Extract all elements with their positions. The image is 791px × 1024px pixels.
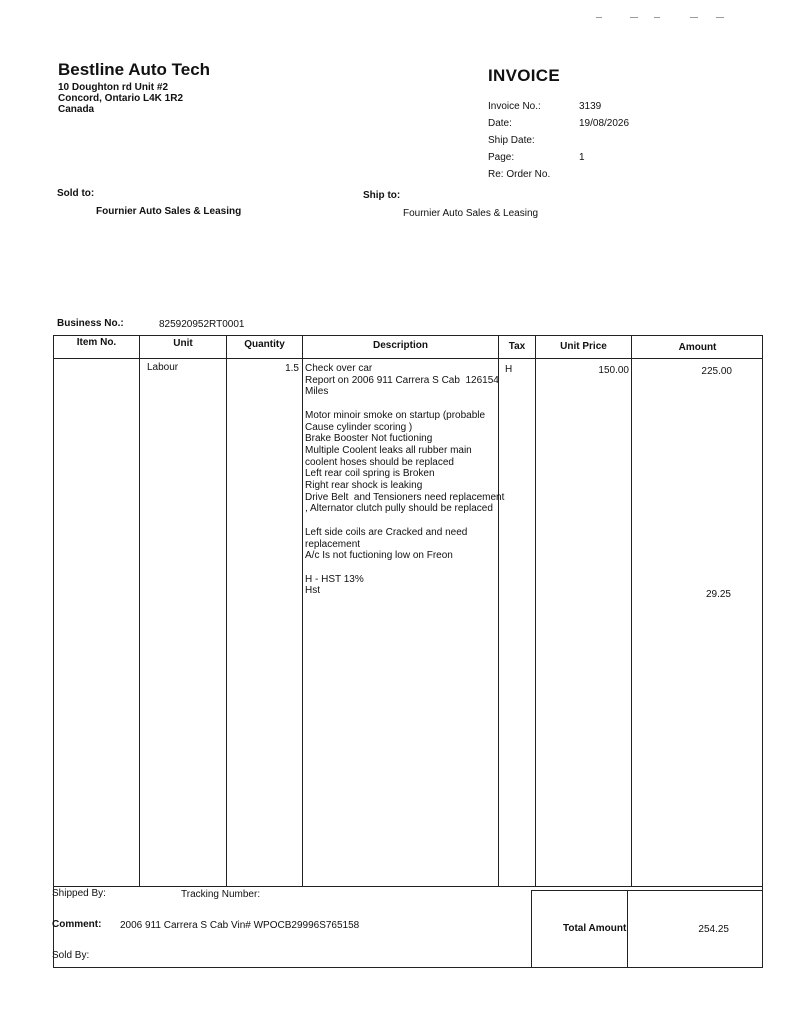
column-divider: [631, 335, 632, 886]
shipped-by-label: Shipped By:: [52, 888, 106, 899]
description-line: Right rear shock is leaking: [305, 480, 423, 492]
description-line: Miles: [305, 386, 329, 398]
comment-text: 2006 911 Carrera S Cab Vin# WPOCB29996S765158: [120, 920, 360, 931]
business-number-value: 825920952RT0001: [159, 319, 245, 330]
ship-date-label: Ship Date:: [488, 135, 535, 146]
header-quantity: Quantity: [244, 339, 285, 350]
description-line: coolent hoses should be replaced: [305, 456, 454, 468]
sold-to-label: Sold to:: [57, 188, 95, 199]
hst-amount: 29.25: [705, 589, 731, 600]
company-address-line: Concord, Ontario L4K 1R2: [58, 93, 184, 104]
header-item-no: Item No.: [76, 337, 117, 348]
sold-to-name: Fournier Auto Sales & Leasing: [96, 206, 242, 217]
business-number-label: Business No.:: [57, 318, 124, 329]
description-line: Left side coils are Cracked and need: [305, 526, 468, 538]
company-name: Bestline Auto Tech: [58, 60, 211, 79]
row-tax: H: [505, 364, 513, 375]
company-address-line: Canada: [58, 104, 95, 115]
comment-label: Comment:: [52, 919, 102, 930]
description-line: Hst: [305, 585, 320, 597]
table-header-divider: [53, 358, 763, 359]
row-amount: 225.00: [701, 366, 732, 377]
row-unit: Labour: [147, 362, 179, 373]
total-box-divider-vertical: [531, 890, 532, 968]
row-quantity: 1.5: [285, 363, 299, 374]
description-line: Motor minoir smoke on startup (probable: [305, 409, 486, 421]
description-line: A/c Is not fuctioning low on Freon: [305, 550, 453, 562]
description-line: replacement: [305, 538, 361, 550]
ship-to-name: Fournier Auto Sales & Leasing: [403, 208, 539, 219]
description-spacer: [305, 398, 499, 410]
description-line: Drive Belt and Tensioners need replacement: [305, 491, 505, 503]
date-value: 19/08/2026: [579, 118, 630, 129]
table-body-divider: [53, 886, 763, 887]
header-tax: Tax: [508, 341, 526, 352]
description-line: Check over car: [305, 363, 373, 374]
scan-mark: [716, 17, 724, 18]
scan-mark: [596, 17, 602, 18]
order-number-label: Re: Order No.: [488, 169, 551, 180]
column-divider: [226, 335, 227, 886]
total-amount-label: Total Amount: [563, 923, 627, 934]
description-line: Multiple Coolent leaks all rubber main: [305, 444, 472, 456]
sold-by-label: Sold By:: [52, 950, 90, 961]
header-unit: Unit: [173, 338, 193, 349]
page-label: Page:: [488, 152, 515, 163]
header-description: Description: [372, 340, 428, 351]
company-address-line: 10 Doughton rd Unit #2: [58, 82, 168, 93]
invoice-title: INVOICE: [488, 66, 561, 85]
header-unit-price: Unit Price: [560, 341, 607, 352]
description-spacer: [305, 515, 499, 527]
scan-mark: [630, 17, 638, 18]
total-box-divider-vertical: [627, 890, 628, 968]
column-divider: [139, 335, 140, 886]
description-spacer: [305, 562, 499, 574]
description-line: H - HST 13%: [305, 573, 364, 585]
description-line: Cause cylinder scoring ): [305, 421, 413, 433]
ship-to-label: Ship to:: [363, 190, 401, 201]
column-divider: [302, 335, 303, 886]
description-line: Left rear coil spring is Broken: [305, 468, 435, 480]
page-value: 1: [579, 152, 585, 163]
total-box-divider: [531, 890, 763, 891]
date-label: Date:: [488, 118, 512, 129]
invoice-number-label: Invoice No.:: [488, 101, 541, 112]
row-description: [305, 363, 505, 597]
total-amount-value: 254.25: [698, 924, 729, 935]
tracking-number-label: Tracking Number:: [181, 889, 261, 900]
scan-mark: [654, 17, 660, 18]
row-unit-price: 150.00: [598, 365, 629, 376]
description-line: Brake Booster Not fuctioning: [305, 433, 433, 445]
description-line: , Alternator clutch pully should be replaced: [305, 503, 493, 515]
invoice-number-value: 3139: [579, 101, 602, 112]
column-divider: [535, 335, 536, 886]
header-amount: Amount: [678, 342, 717, 353]
scan-mark: [690, 17, 698, 18]
description-line: Report on 2006 911 Carrera S Cab 126154: [305, 374, 499, 386]
